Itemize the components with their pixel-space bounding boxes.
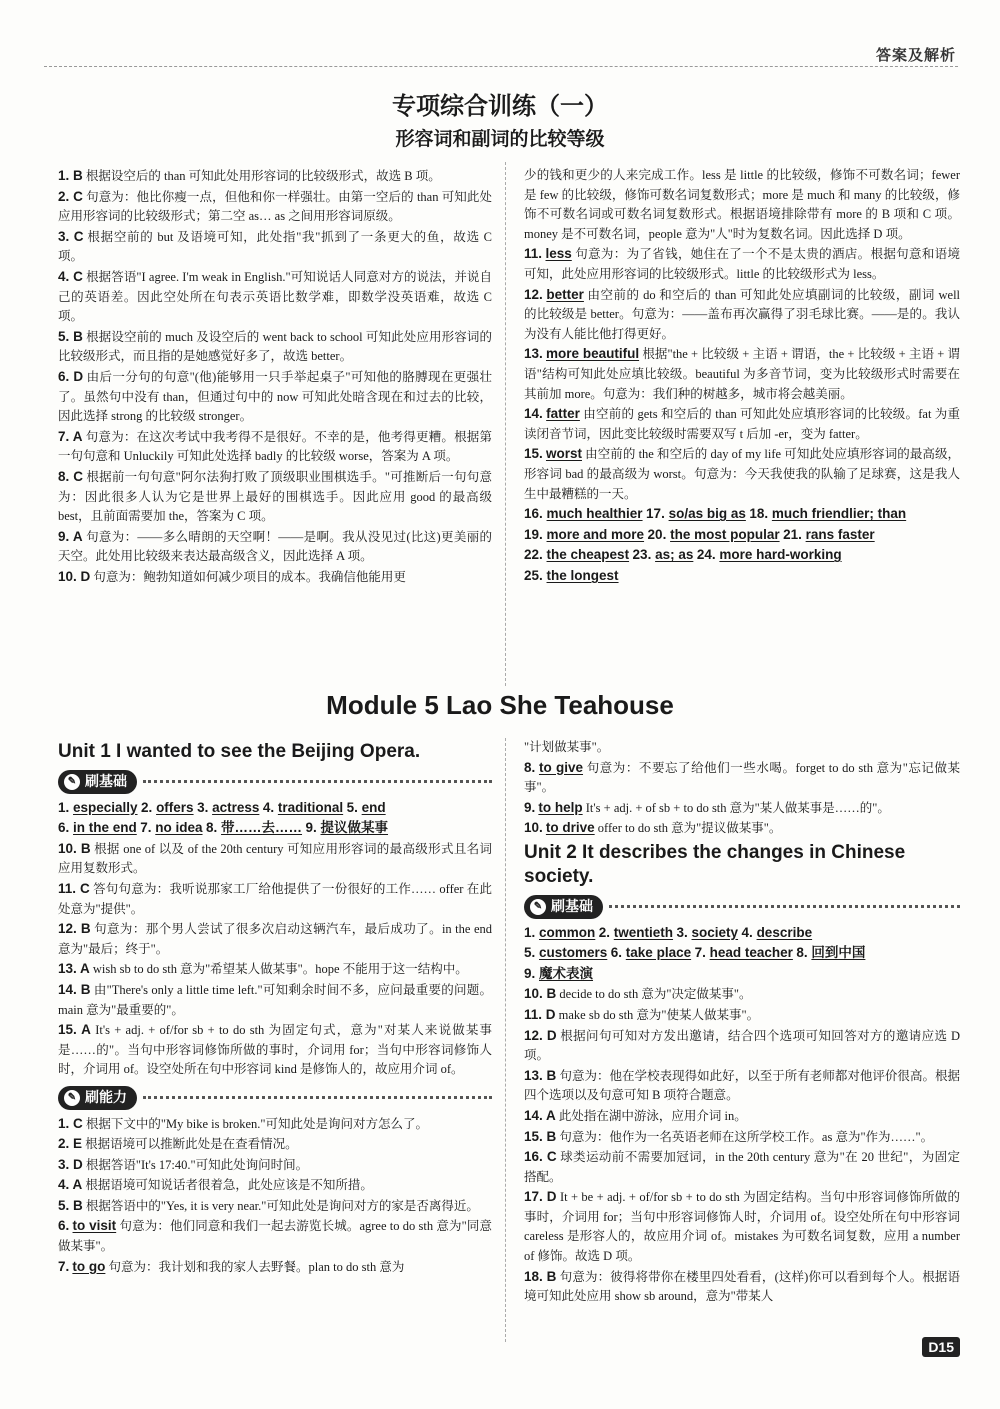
item-number: 11. D: [524, 1006, 556, 1022]
item-explanation: 此处指在湖中游泳，应用介词 in。: [558, 1108, 747, 1123]
item-number: 2.: [141, 799, 157, 815]
item-number: 8.: [796, 945, 812, 961]
item-explanation: 由后一分句的句意"(他)能够用一只手举起桌子"可知他的胳膊现在更强壮了。虽然句中没有 than，但通过句中的 now 可知此处暗含现在和过去的比较，因此选择 strong 的比较级 stronger。: [58, 369, 492, 424]
answer-item: [58, 959, 492, 980]
answer-line: [58, 818, 492, 839]
item-number: 5.: [346, 799, 362, 815]
pencil-icon: ✎: [64, 1090, 80, 1106]
item-number: 16. C: [524, 1149, 557, 1165]
item-number: 4.: [741, 924, 757, 940]
section-badge: [524, 895, 960, 919]
answer-line: [58, 798, 492, 819]
pencil-icon: ✎: [530, 899, 546, 915]
item-answer: less: [545, 246, 572, 262]
item-number: 15. B: [524, 1128, 557, 1144]
item-number: 12. D: [524, 1027, 557, 1043]
item-answer: fatter: [546, 406, 580, 422]
item-number: 3.: [676, 924, 692, 940]
item-number: 2.: [598, 924, 614, 940]
item-number: 21.: [783, 526, 806, 542]
item-number: 3. C: [58, 228, 84, 244]
item-answer: better: [546, 286, 584, 302]
unit1-column: [58, 738, 492, 1277]
item-answer: no idea: [155, 820, 203, 836]
badge-rule: [143, 1096, 492, 1099]
answer-item: [58, 427, 492, 467]
item-number: 1.: [524, 924, 540, 940]
page-number: D15: [922, 1337, 960, 1357]
item-number: 18. B: [524, 1268, 557, 1284]
item-number: 8.: [206, 820, 222, 836]
item-number: 10. D: [58, 568, 91, 584]
item-number: 10. B: [524, 986, 557, 1002]
item-answer: to help: [538, 799, 583, 815]
item-number: 1. B: [58, 168, 83, 183]
item-explanation: 句意为：他比你瘦一点，但他和你一样强壮。由第一空后的 than 可知此处应用形容词的比较级形式；第二空 as… as 之间用形容词原级。: [58, 189, 493, 224]
answer-item: [524, 1106, 960, 1127]
item-explanation: It + be + adj. + of/for sb + to do sth 为固定结构。当句中形容词修饰所做的事时，介词用 for；当句中形容词修饰人时，介词用 of。设空处所在句中形容词 careless 是形容人的，故应用介词 of。mistakes 为可数名词复数，应用 a number of 修饰。故选 D 项。: [524, 1190, 960, 1264]
item-number: 9.: [524, 965, 540, 981]
answer-line: [524, 566, 960, 587]
answer-item: [58, 367, 492, 427]
item-number: 13. A: [58, 961, 90, 977]
answer-item: [524, 444, 960, 504]
item-answer: twentieth: [613, 924, 674, 940]
item-explanation: It's + adj. + of/for sb + to do sth 为固定句式，意为"对某人来说做某事是……的"。当句中形容词修饰所做的事时，介词用 for；当句中形容词修饰人时，介词用 of。设空处所在句中形容词 kind 是修饰人的，故应用介词 of。: [58, 1023, 492, 1077]
answer-item: [524, 984, 960, 1005]
item-number: 3.: [197, 799, 213, 815]
item-explanation: 句意为：他在学校表现得如此好，以至于所有老师都对他评价很高。根据四个选项以及句意可知 B 项符合题意。: [524, 1068, 960, 1103]
item-number: 12.: [524, 286, 543, 302]
item-number: 11.: [524, 246, 543, 262]
item-number: 13. B: [524, 1067, 557, 1083]
badge-label: 刷基础: [551, 897, 593, 914]
item-answer: end: [361, 799, 386, 815]
item-answer: rans faster: [805, 526, 875, 542]
section-badge: [58, 770, 492, 794]
item-answer: worst: [545, 446, 582, 462]
answer-item: [58, 1175, 492, 1196]
item-explanation: 句意为：不要忘了给他们一些水喝。forget to do sth 意为"忘记做某事"。: [524, 760, 961, 795]
answer-item: [524, 798, 960, 819]
item-answer: as; as: [655, 547, 694, 563]
item-answer: traditional: [277, 799, 344, 815]
item-number: 14. B: [58, 981, 91, 997]
item-explanation: 句意为：——多么晴朗的天空啊！——是啊。我从没见过(比这)更美丽的天空。此处用比较级来表达最高级含义，因此选择 A 项。: [58, 529, 493, 564]
item-number: 14.: [524, 406, 543, 422]
item-number: 6.: [610, 945, 626, 961]
answer-item: [58, 1114, 492, 1135]
answer-item: [58, 227, 492, 267]
left-answers-column: [58, 166, 492, 587]
answer-item: [58, 980, 492, 1020]
item-explanation: wish sb to do sth 意为"希望某人做某事"。hope 不能用于这一结构中。: [92, 962, 468, 977]
answer-item: [524, 1267, 960, 1307]
item-number: 5.: [524, 945, 540, 961]
answer-item: [524, 1187, 960, 1266]
item-answer: 回到中国: [811, 945, 866, 961]
item-explanation: 由空前的 gets 和空后的 than 可知此处应填形容词的比较级。fat 为重读闭音节词，因此变比较级时需要双写 t 后加 -er，变为 fatter。: [524, 407, 961, 441]
item-explanation: decide to do sth 意为"决定做某事"。: [559, 987, 752, 1002]
answer-item: [524, 758, 960, 798]
item-answer: take place: [625, 945, 692, 961]
item-number: 18.: [749, 506, 772, 522]
item-answer: 提议做某事: [320, 820, 389, 836]
item-answer: much friendlier; than: [771, 506, 907, 522]
item-explanation: It's + adj. + of sb + to do sth 意为"某人做某事是……的"。: [585, 800, 890, 815]
page-subtitle: 形容词和副词的比较等级: [395, 128, 605, 150]
answer-item: [58, 527, 492, 567]
answer-item: [524, 285, 960, 345]
answer-line: [524, 923, 960, 944]
answer-item: [58, 567, 492, 588]
answer-item: [58, 879, 492, 919]
answer-item: [58, 1216, 492, 1256]
item-number: 1.: [58, 799, 74, 815]
answer-item: [58, 1257, 492, 1278]
item-explanation: 根据空前的 but 及语境可知，此处指"我"抓到了一条更大的鱼，故选 C 项。: [58, 229, 493, 264]
item-number: 7.: [58, 1258, 70, 1274]
item-explanation: 句意为：为了省钱，她住在了一个不是太贵的酒店。根据句意和语境可知，此处应用形容词的比较级形式。little 的比较级形式为 less。: [524, 247, 961, 281]
item-number: 24.: [696, 547, 720, 563]
item-number: 23.: [632, 547, 656, 563]
item-answer: 魔术表演: [539, 965, 594, 981]
item-number: 2. E: [58, 1136, 83, 1152]
item-number: 9.: [305, 820, 321, 836]
answer-item: [58, 166, 492, 187]
column-divider: [505, 162, 506, 686]
item-number: 2. C: [58, 188, 83, 204]
item-explanation: 答句句意为：我听说那家工厂给他提供了一份很好的工作…… offer 在此处意为"提供"。: [58, 881, 493, 916]
item-number: 6.: [58, 820, 74, 836]
answer-line: [524, 504, 960, 525]
item-number: 8. C: [58, 468, 84, 484]
badge-label: 刷能力: [85, 1088, 127, 1105]
item-number: 3. D: [58, 1156, 83, 1172]
unit1-title: Unit 1 I wanted to see the Beijing Opera.: [58, 741, 421, 762]
item-explanation: make sb do sth 意为"使某人做某事"。: [558, 1007, 760, 1022]
item-explanation: 句意为：我计划和我的家人去野餐。plan to do sth 意为: [108, 1259, 405, 1274]
item-explanation: 句意为：彼得将带你在楼里四处看看，(这样)你可以看到每个人。根据语境可知此处应用 show sb around，意为"带某人: [524, 1269, 960, 1304]
item-explanation: 根据语境可以推断此处是在查看情况。: [85, 1137, 298, 1152]
answer-item: [58, 327, 492, 367]
item-number: 8.: [524, 759, 536, 775]
item-explanation: 由空前的 do 和空后的 than 可知此处应填副词的比较级，副词 well 的比较级是 better。句意为：——盖布再次赢得了羽毛球比赛。——是的。我认为没有人能比他打得更好。: [524, 287, 961, 341]
item-answer: common: [539, 924, 596, 940]
item-explanation: 根据前一句句意"阿尔法狗打败了顶级职业围棋选手。"可推断后一句句意为：因此很多人认为它是世界上最好的围棋选手。因此应用 good 的最高级 best，且前面需要加 the，答案为 C 项。: [58, 469, 492, 524]
item-explanation: 球类运动前不需要加冠词，in the 20th century 意为"在 20 世纪"，为固定搭配。: [524, 1150, 960, 1184]
answer-item: [58, 1134, 492, 1155]
item-explanation: offer to do sth 意为"提议做某事"。: [597, 821, 782, 836]
item-explanation: 根据问句可知对方发出邀请，结合四个选项可知回答对方的邀请应选 D 项。: [524, 1028, 961, 1063]
answer-line: [524, 545, 960, 566]
item-answer: more hard-working: [719, 547, 842, 563]
module-title: Module 5 Lao She Teahouse: [326, 690, 674, 720]
item-number: 9.: [524, 799, 536, 815]
item-explanation: 根据 one of 以及 of the 20th century 可知应用形容词的最高级形式且名词应用复数形式。: [58, 841, 492, 876]
answer-item: [524, 1147, 960, 1187]
item-explanation: "计划做某事"。: [524, 740, 610, 754]
item-number: 10. B: [58, 840, 91, 856]
item-explanation: 句意为：他们同意和我们一起去游览长城。agree to do sth 意为"同意做某事"。: [58, 1219, 492, 1254]
item-answer: the longest: [546, 567, 619, 583]
item-answer: to visit: [72, 1218, 117, 1234]
answer-item: [524, 1026, 960, 1066]
answer-item: [524, 244, 960, 284]
item-answer: much healthier: [546, 506, 643, 522]
item-number: 20.: [647, 526, 671, 542]
pencil-icon: ✎: [64, 774, 80, 790]
answer-item: [524, 404, 960, 444]
badge-rule: [143, 780, 492, 783]
item-answer: offers: [156, 799, 194, 815]
item-answer: head teacher: [709, 945, 793, 961]
column-divider-2: [505, 738, 506, 1342]
answer-item: [58, 1196, 492, 1217]
item-answer: 带……去……: [221, 820, 303, 836]
item-explanation: 由空前的 the 和空后的 day of my life 可知此处应填形容词的最高级，形容词 bad 的最高级为 worst。句意为：今天我使我的队输了足球赛，这是我人生中最糟糕的一天。: [524, 447, 960, 501]
item-number: 19.: [524, 526, 547, 542]
item-answer: more beautiful: [546, 346, 640, 362]
item-number: 1. C: [58, 1115, 83, 1131]
item-answer: customers: [539, 945, 608, 961]
answer-line: [524, 964, 960, 985]
answer-item: [524, 344, 960, 404]
answer-item: [58, 919, 492, 959]
answer-line: [524, 525, 960, 546]
answer-item: [58, 187, 492, 227]
item-number: 16.: [524, 506, 547, 522]
item-number: 12. B: [58, 921, 91, 937]
item-number: 15. A: [58, 1022, 91, 1038]
section-header: 答案及解析: [875, 46, 956, 64]
item-number: 4.: [262, 799, 278, 815]
badge-label: 刷基础: [85, 773, 127, 789]
answer-item: [58, 1020, 492, 1080]
answer-item: [524, 1066, 960, 1106]
item-answer: to give: [538, 759, 584, 775]
item-answer: so/as big as: [668, 506, 746, 522]
item-number: 10.: [524, 820, 543, 836]
item-explanation: 少的钱和更少的人来完成工作。less 是 little 的比较级，修饰不可数名词；fewer 是 few 的比较级，修饰可数名词复数形式；more 是 much 和 many 的比较级，修饰不可数名词或可数名词复数形式。根据语境排除带有 more 的 B 项和 C 项。money 是不可数名词，people 意为"人"时为复数名词。因此选择 D 项。: [524, 168, 960, 241]
item-answer: to go: [72, 1258, 106, 1274]
item-number: 13.: [524, 346, 543, 362]
item-number: 22.: [524, 547, 547, 563]
item-explanation: 由"There's only a little time left."可知剩余时间不多，应问最重要的问题。main 意为"最重要的"。: [58, 982, 492, 1017]
right-answers-column: [524, 166, 960, 586]
section-badge: [58, 1086, 492, 1110]
item-explanation: 句意为：那个男人尝试了很多次启动这辆汽车，最后成功了。in the end 意为"最后；终于"。: [58, 922, 493, 956]
unit2-title: Unit 2 It describes the changes in Chinese society.: [524, 841, 906, 887]
item-explanation: 根据答语中的"Yes, it is very near."可知此处是询问对方的家是否离得近。: [85, 1198, 479, 1213]
item-number: 7.: [694, 945, 710, 961]
answer-item: [58, 467, 492, 527]
item-explanation: 句意为：在这次考试中我考得不是很好。不幸的是，他考得更糟。根据第一句句意和 Unluckily 可知此处选择 badly 的比较级 worse，答案为 A 项。: [58, 429, 492, 464]
item-number: 6. D: [58, 368, 84, 384]
item-number: 11. C: [58, 880, 90, 896]
item-answer: in the end: [73, 820, 137, 836]
item-number: 7. A: [58, 428, 83, 444]
header-rule: [44, 66, 958, 67]
item-number: 17.: [646, 506, 669, 522]
item-number: 4. A: [58, 1177, 83, 1193]
answer-item: [524, 166, 960, 244]
answer-item: [58, 839, 492, 879]
answer-item: [524, 1127, 960, 1148]
answer-item: [524, 1005, 960, 1026]
badge-pill: [58, 770, 137, 794]
item-number: 5. B: [58, 328, 83, 344]
item-number: 14. A: [524, 1107, 556, 1123]
item-explanation: 句意为：鲍勃知道如何减少项目的成本。我确信他能用更: [93, 569, 406, 584]
item-answer: especially: [73, 799, 138, 815]
item-number: 9. A: [58, 528, 83, 544]
answer-item: [58, 267, 492, 327]
item-explanation: 根据答语"It's 17:40."可知此处询问时间。: [85, 1157, 309, 1172]
item-explanation: 根据下文中的"My bike is broken."可知此处是询问对方怎么了。: [85, 1116, 429, 1131]
unit2-column: [524, 738, 960, 1307]
item-explanation: 根据设空前的 much 及设空后的 went back to school 可知此处应用形容词的比较级形式，而且指的是她感觉好多了，故选 better。: [58, 329, 493, 364]
answer-item: [58, 1155, 492, 1176]
item-answer: describe: [756, 924, 813, 940]
item-answer: the most popular: [670, 526, 780, 542]
item-answer: actress: [212, 799, 260, 815]
item-number: 5. B: [58, 1197, 83, 1213]
item-number: 4. C: [58, 268, 83, 284]
item-explanation: 根据"the + 比较级 + 主语 + 谓语，the + 比较级 + 主语 + 谓语"结构可知此处应填比较级。beautiful 为多音节词，变为比较级形式时需要在其前加 more。句意为：我们种的树越多，城市将会越美丽。: [524, 347, 961, 401]
badge-pill: [58, 1086, 137, 1110]
item-explanation: 根据语境可知说话者很着急，此处应该是不知所措。: [85, 1178, 373, 1193]
item-explanation: 根据设空后的 than 可知此处用形容词的比较级形式，故选 B 项。: [85, 169, 441, 183]
item-number: 17. D: [524, 1189, 557, 1205]
answer-item: [524, 738, 960, 758]
badge-pill: [524, 895, 603, 919]
item-answer: more and more: [546, 526, 645, 542]
item-number: 25.: [524, 567, 547, 583]
badge-rule: [609, 905, 960, 908]
item-explanation: 根据答语"I agree. I'm weak in English."可知说话人同意对方的说法，并说自己的英语差。因此空处所在句表示英语比数学难，即数学没英语难，故选 C 项。: [58, 269, 493, 324]
answer-item: [524, 818, 960, 839]
page-title: 专项综合训练（一）: [392, 92, 608, 120]
answer-line: [524, 943, 960, 964]
item-explanation: 句意为：他作为一名英语老师在这所学校工作。as 意为"作为……"。: [559, 1129, 934, 1144]
item-number: 6.: [58, 1218, 70, 1234]
item-answer: society: [691, 924, 739, 940]
item-answer: to drive: [545, 820, 595, 836]
item-number: 7.: [140, 820, 156, 836]
item-number: 15.: [524, 446, 543, 462]
item-answer: the cheapest: [546, 547, 630, 563]
